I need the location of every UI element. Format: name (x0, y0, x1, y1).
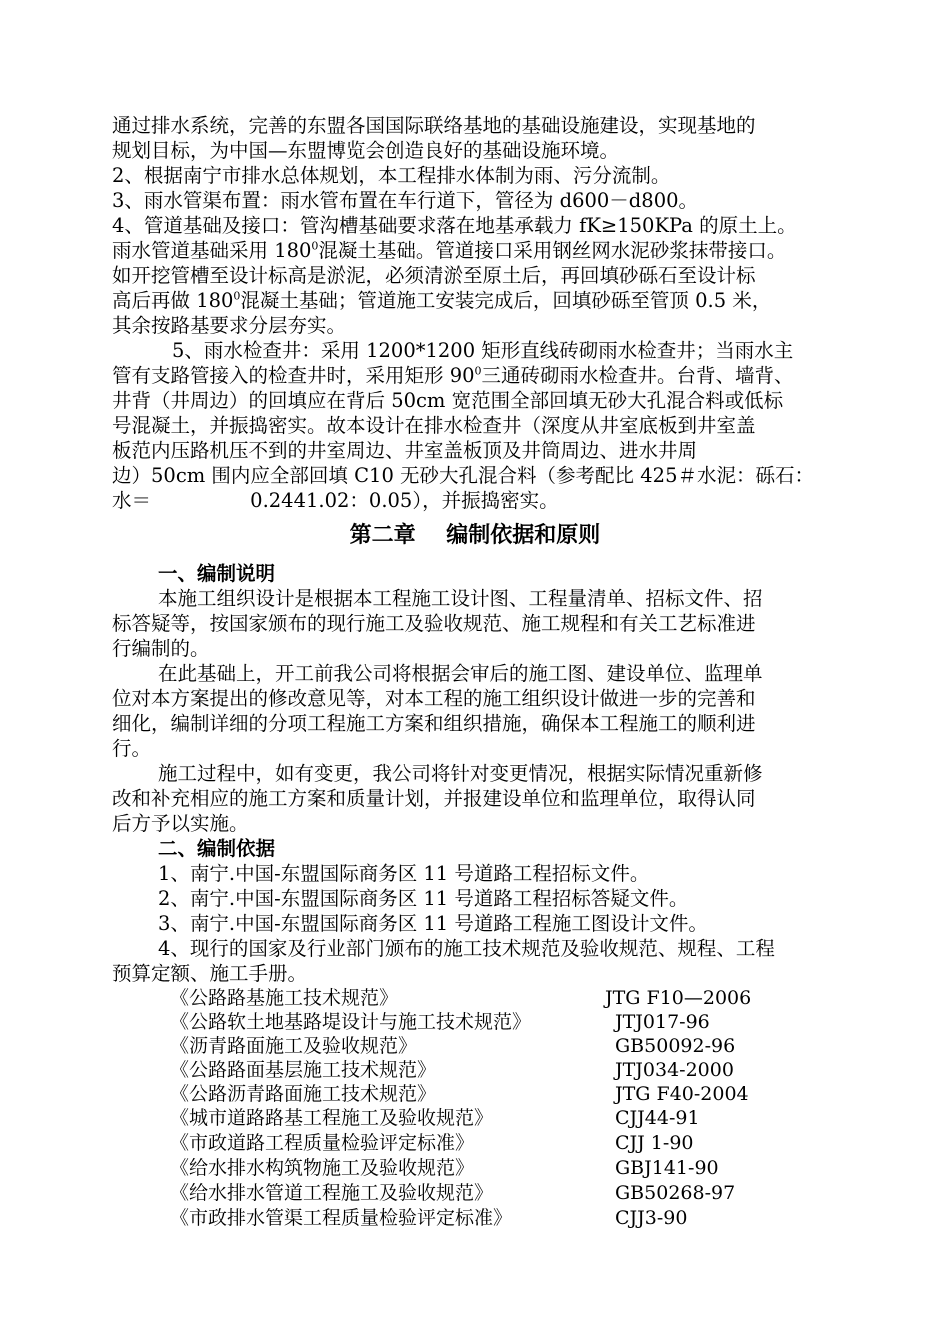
text-span: 高后再做 180 (112, 289, 234, 312)
standard-name: 《公路路基施工技术规范》 (170, 987, 399, 1009)
standard-name: 《市政道路工程质量检验评定标准》 (170, 1132, 475, 1154)
text-line: 改和补充相应的施工方案和质量计划，并报建设单位和监理单位，取得认同 (112, 787, 756, 810)
standard-name: 《给水排水构筑物施工及验收规范》 (170, 1157, 475, 1179)
text-span: 雨水管道基础采用 180 (112, 239, 312, 262)
standard-name: 《沥青路面施工及验收规范》 (170, 1035, 418, 1057)
standard-code: GB50268-97 (615, 1182, 736, 1204)
standard-name: 《公路路面基层施工技术规范》 (170, 1059, 437, 1081)
list-item: 2、南宁.中国-东盟国际商务区 11 号道路工程招标答疑文件。 (158, 887, 689, 910)
standard-code: CJJ3-90 (615, 1207, 688, 1229)
standard-code: GBJ141-90 (615, 1157, 719, 1179)
section-heading: 二、编制依据 (158, 837, 276, 860)
standard-code: CJJ 1-90 (615, 1132, 694, 1154)
text-span: 混凝土基础。管道接口采用钢丝网水泥砂浆抹带接口。 (318, 239, 787, 262)
text-line: 号混凝土，并振捣密实。故本设计在排水检查井（深度从井室底板到井室盖 (112, 414, 756, 437)
text-line: 规划目标，为中国—东盟博览会创造良好的基础设施环境。 (112, 139, 620, 162)
text-line: 通过排水系统，完善的东盟各国国际联络基地的基础设施建设，实现基地的 (112, 114, 756, 137)
standard-code: JTG F40-2004 (615, 1083, 749, 1105)
text-line: 2、根据南宁市排水总体规划，本工程排水体制为雨、污分流制。 (112, 164, 671, 187)
text-span: 管有支路管接入的检查井时，采用矩形 90 (112, 364, 475, 387)
text-line: 本施工组织设计是根据本工程施工设计图、工程量清单、招标文件、招 (158, 587, 763, 610)
standard-code: GB50092-96 (615, 1035, 736, 1057)
standard-code: JTJ034-2000 (615, 1059, 734, 1081)
text-line: 井背（井周边）的回填应在背后 50cm 宽范围全部回填无砂大孔混合料或低标 (112, 389, 784, 412)
text-span: 混凝土基础；管道施工安装完成后，回填砂砾至管顶 0.5 米， (240, 289, 772, 312)
text-line: 边）50cm 围内应全部回填 C10 无砂大孔混合料（参考配比 425＃水泥：砾石： (112, 464, 814, 487)
text-line: 标答疑等，按国家颁布的现行施工及验收规范、施工规程和有关工艺标准进 (112, 612, 756, 635)
standard-name: 《城市道路路基工程施工及验收规范》 (170, 1107, 494, 1129)
list-item: 1、南宁.中国-东盟国际商务区 11 号道路工程招标文件。 (158, 862, 650, 885)
text-line (112, 288, 771, 314)
superscript: 0 (474, 364, 482, 378)
text-line: 其余按路基要求分层夯实。 (112, 314, 347, 337)
text-line: 位对本方案提出的修改意见等，对本工程的施工组织设计做进一步的完善和 (112, 687, 756, 710)
text-line (112, 363, 794, 389)
standard-name: 《公路沥青路面施工技术规范》 (170, 1083, 437, 1105)
text-line: 施工过程中，如有变更，我公司将针对变更情况，根据实际情况重新修 (158, 762, 763, 785)
standard-name: 《给水排水管道工程施工及验收规范》 (170, 1182, 494, 1204)
text-line: 如开挖管槽至设计标高是淤泥，必须清淤至原土后，再回填砂砾石至设计标 (112, 264, 756, 287)
list-item: 3、南宁.中国-东盟国际商务区 11 号道路工程施工图设计文件。 (158, 912, 708, 935)
standard-code: CJJ44-91 (615, 1107, 700, 1129)
text-span: 三通砖砌雨水检查井。台背、墙背、 (481, 364, 794, 387)
section-heading: 一、编制说明 (158, 562, 276, 585)
text-line: 行。 (112, 737, 152, 760)
superscript: 0 (311, 239, 319, 253)
text-line: 水＝ 0.2441.02：0.05），并振捣密实。 (112, 489, 559, 512)
superscript: 0 (233, 289, 241, 303)
standard-name: 《市政排水管渠工程质量检验评定标准》 (170, 1207, 513, 1229)
standard-name: 《公路软土地基路堤设计与施工技术规范》 (170, 1011, 532, 1033)
text-line: 行编制的。 (112, 637, 210, 660)
text-line: 细化，编制详细的分项工程施工方案和组织措施，确保本工程施工的顺利进 (112, 712, 756, 735)
text-line: 4、管道基础及接口：管沟槽基础要求落在地基承载力 fK≥150KPa 的原土上。 (112, 214, 797, 237)
text-line (112, 238, 786, 264)
chapter-title: 第二章 编制依据和原则 (349, 522, 601, 548)
list-item: 预算定额、施工手册。 (112, 962, 308, 985)
text-line: 板范内压路机压不到的井室周边、井室盖板顶及井筒周边、进水井周 (112, 439, 698, 462)
text-line: 后方予以实施。 (112, 812, 249, 835)
list-item: 4、现行的国家及行业部门颁布的施工技术规范及验收规范、规程、工程 (158, 937, 775, 960)
text-line: 5、雨水检查井：采用 1200*1200 矩形直线砖砌雨水检查井；当雨水主 (172, 339, 794, 362)
standard-code: JTG F10—2006 (605, 987, 752, 1009)
standard-code: JTJ017-96 (615, 1011, 710, 1033)
text-line: 3、雨水管渠布置：雨水管布置在车行道下，管径为 d600－d800。 (112, 189, 699, 212)
text-line: 在此基础上，开工前我公司将根据会审后的施工图、建设单位、监理单 (158, 662, 763, 685)
